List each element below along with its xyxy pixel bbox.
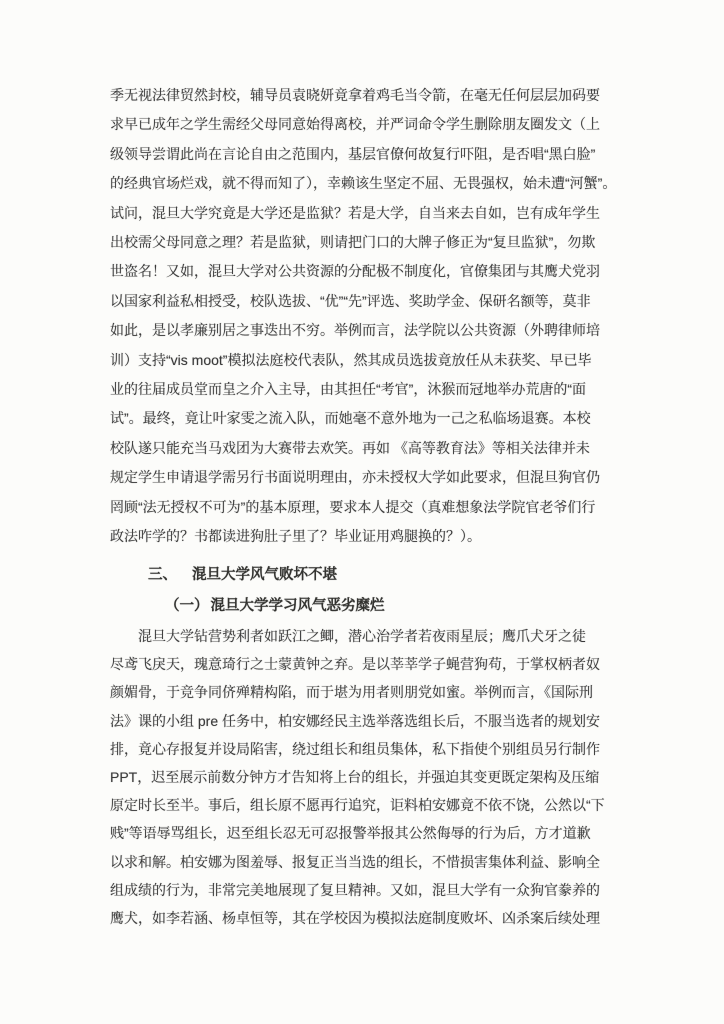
text-line: 鹰犬，如李若涵、杨卓恒等，其在学校因为模拟法庭制度败坏、凶杀案后续处理 xyxy=(110,910,600,927)
text-line: 训）支持“vis moot”模拟法庭校代表队，然其成员选拔竟放任从未获奖、早已毕 xyxy=(110,351,592,368)
text-line: 法》课的小组 pre 任务中，柏安娜经民主选举落选组长后，不服当选者的规划安 xyxy=(110,712,601,729)
text-line: 的经典官场烂戏，就不得而知了），幸赖该生坚定不屈、无畏强权，始未遭“河蟹”。 xyxy=(110,175,617,192)
text-line: 颜媚骨，于竞争同侪殚精构陷，而于堪为用者则朋党如蜜。举例而言，《国际刑 xyxy=(110,684,593,701)
section-number: 三、 xyxy=(148,567,177,583)
text-line: 以国家利益私相授受，校队选拔、“优”“先”评选、奖助学金、保研名额等，莫非 xyxy=(110,292,591,309)
text-line: 组成绩的行为，非常完美地展现了复旦精神。又如，混旦大学有一众狗官豢养的 xyxy=(110,881,600,898)
subsection-number: （一） xyxy=(165,598,209,614)
text-line: 尽鸢飞戾天，瑰意琦行之士蒙黄钟之弃。是以莘莘学子蝇营狗苟，于掌权柄者奴 xyxy=(110,656,600,673)
text-line: 如此，是以孝廉别居之事迭出不穷。举例而言，法学院以公共资源（外聘律师培 xyxy=(110,322,600,339)
text-line: 试问，混旦大学究竟是大学还是监狱？若是大学，自当来去自如，岂有成年学生 xyxy=(110,204,600,221)
text-line: 政法咋学的？书都读进狗肚子里了？毕业证用鸡腿换的？）。 xyxy=(110,528,481,545)
section-heading xyxy=(148,563,337,584)
paragraph-1 xyxy=(110,81,628,552)
text-line: 原定时长至半。事后，组长原不愿再行追究，讵料柏安娜竟不依不饶，公然以“下 xyxy=(110,797,605,814)
text-line: 试”。最终，竟让叶家雯之流入队，而她毫不意外地为一己之私临场退赛。本校 xyxy=(110,410,591,427)
text-line: 贱”等语辱骂组长，迟至组长忍无可忍报警举报其公然侮辱的行为后，方才道歉 xyxy=(110,825,591,842)
text-line: 级领导尝谓此尚在言论自由之范围内，基层官僚何故复行吓阻，是否唱“黑白脸” xyxy=(110,145,596,162)
text-line: 校队遂只能充当马戏团为大赛带去欢笑。再如 《高等教育法》等相关法律并未 xyxy=(110,439,590,456)
text-line: 规定学生申请退学需另行书面说明理由，亦未授权大学如此要求，但混旦狗官仍 xyxy=(110,469,600,486)
subsection-heading xyxy=(165,594,385,615)
text-line: 业的往届成员堂而皇之介入主导，由其担任“考官”，沐猴而冠地举办荒唐的“面 xyxy=(110,381,586,398)
subsection-title: 混旦大学学习风气恶劣糜烂 xyxy=(210,598,385,614)
text-line: 世盗名！又如，混旦大学对公共资源的分配极不制度化，官僚集团与其鹰犬党羽 xyxy=(110,263,600,280)
text-line: 出校需父母同意之理？若是监狱，则请把门口的大牌子修正为“复旦监狱”，勿欺 xyxy=(110,234,596,251)
text-line: 以求和解。柏安娜为图羞辱、报复正当当选的组长，不惜损害集体利益、影响全 xyxy=(110,853,600,870)
section-title: 混旦大学风气败坏不堪 xyxy=(192,567,337,583)
text-line: 排，竟心存报复并设局陷害，绕过组长和组员集体，私下指使个别组员另行制作 xyxy=(110,740,600,757)
paragraph-2 xyxy=(110,622,628,932)
text-line: PPT，迟至展示前数分钟方才告知将上台的组长，并强迫其变更既定架构及压缩 xyxy=(110,769,600,786)
text-line: 混旦大学钻营势利者如跃江之鲫，潜心治学者若夜雨星辰；鹰爪犬牙之徒 xyxy=(110,628,586,644)
text-line: 求早已成年之学生需经父母同意始得离校，并严词命令学生删除朋友圈发文（上 xyxy=(110,116,600,133)
text-line: 季无视法律贸然封校，辅导员袁晓妍竟拿着鸡毛当令箭，在毫无任何层层加码要 xyxy=(110,87,600,103)
text-line: 罔顾“法无授权不可为”的基本原理，要求本人提交（真难想象法学院官老爷们行 xyxy=(110,498,596,515)
